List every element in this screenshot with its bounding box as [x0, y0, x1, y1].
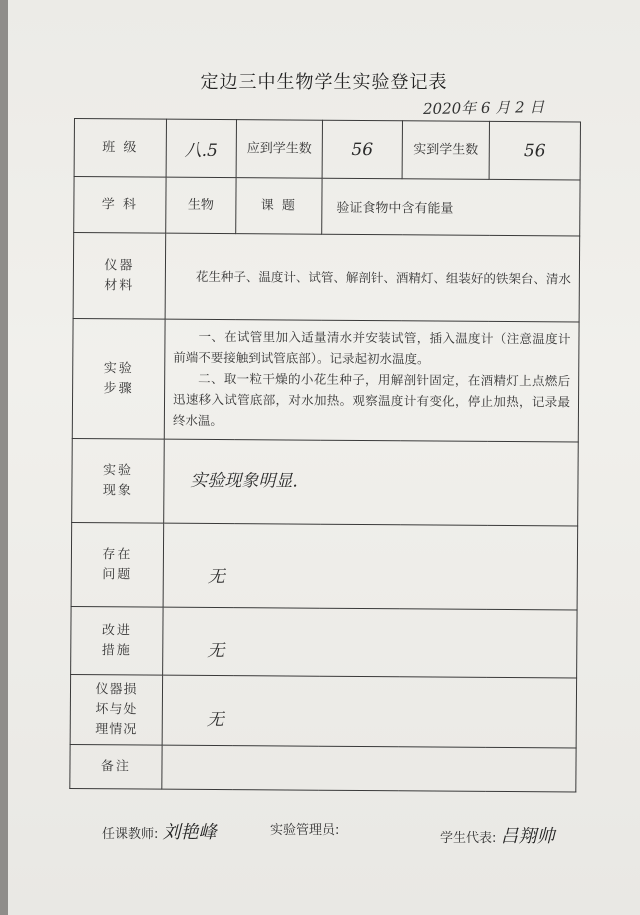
- form-title: 定边三中生物学生实验登记表: [200, 72, 448, 93]
- subject-value: 生物: [166, 177, 236, 233]
- class-label: 班 级: [74, 119, 166, 178]
- improvements-label: 改进措施: [71, 606, 163, 675]
- subject-label: 学 科: [74, 177, 166, 234]
- teacher-signature: 刘艳峰: [162, 822, 217, 843]
- row-subject: [74, 177, 580, 237]
- problems-label: 存在问题: [71, 522, 164, 607]
- row-problems: [71, 522, 578, 610]
- materials-value: 花生种子、温度计、试管、解剖针、酒精灯、组装好的铁架台、清水: [165, 233, 580, 322]
- row-materials: [73, 233, 580, 323]
- actual-value: 56: [489, 121, 580, 180]
- materials-label: 仪器材料: [73, 233, 166, 320]
- paper-sheet: [8, 0, 640, 915]
- damage-value: 无: [162, 675, 576, 748]
- manager-label: 实验管理员:: [270, 823, 340, 838]
- remarks-label: 备注: [70, 744, 162, 789]
- step-2: 二、取一粒干燥的小花生种子，用解剖针固定，在酒精灯上点燃后迅速移入试管底部，对水加热。观察温度计有变化，停止加热，记录最终水温。: [172, 370, 571, 429]
- student-label: 学生代表:: [440, 831, 497, 846]
- registration-table: [69, 118, 581, 793]
- topic-label: 课 题: [236, 178, 322, 235]
- row-remarks: [70, 744, 576, 792]
- row-class: [74, 119, 580, 181]
- class-value: 八.5: [166, 119, 236, 177]
- teacher-label: 任课教师:: [102, 827, 159, 842]
- row-steps: [72, 318, 579, 442]
- student-field: [440, 822, 555, 848]
- step-1: 一、在试管里加入适量清水并安装试管，插入温度计（注意温度计前端不要接触到试管底部）。记录起初水温度。: [173, 328, 571, 367]
- steps-label: 实验步骤: [72, 318, 165, 439]
- improvements-value: 无: [163, 607, 577, 678]
- row-phenomenon: [72, 438, 579, 526]
- expected-label: 应到学生数: [236, 120, 322, 179]
- remarks-value: [162, 745, 576, 792]
- actual-label: 实到学生数: [402, 121, 489, 180]
- row-improvements: [71, 606, 577, 678]
- phenomenon-value: 实验现象明显.: [164, 439, 579, 526]
- expected-value: 56: [322, 120, 402, 179]
- problems-value: 无: [163, 523, 578, 610]
- teacher-field: [102, 818, 217, 844]
- damage-label: 仪器损坏与处理情况: [70, 674, 162, 745]
- phenomenon-label: 实验现象: [72, 438, 165, 523]
- date-handwritten: 2020年 6 月 2 日: [422, 97, 545, 119]
- topic-value: 验证食物中含有能量: [322, 178, 580, 236]
- manager-field: [270, 818, 339, 839]
- row-damage: [70, 674, 576, 748]
- steps-cell: [164, 319, 579, 442]
- student-signature: 吕翔帅: [500, 826, 555, 847]
